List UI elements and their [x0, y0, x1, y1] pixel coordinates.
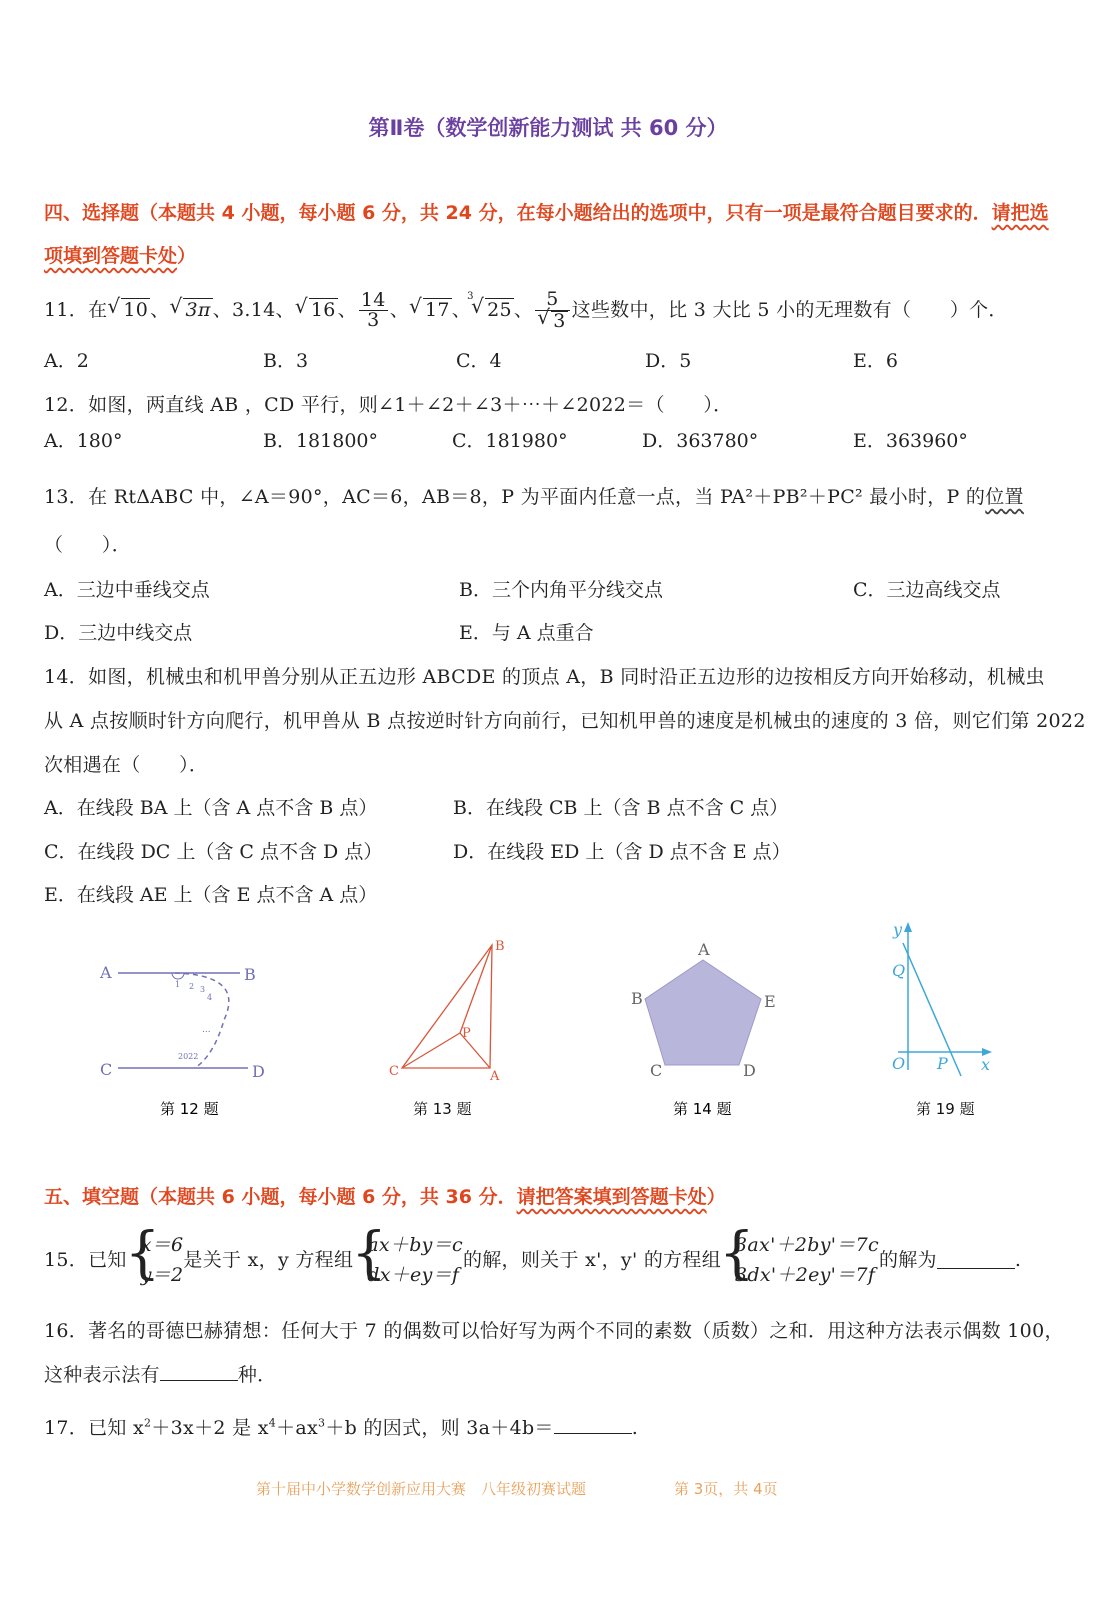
q11-decimal: 3.14 [231, 298, 276, 321]
fig13-triangle [402, 945, 492, 1068]
q11-root-1: √ 10 [121, 298, 150, 321]
fig14-label-d: D [743, 1061, 756, 1080]
q13-option-a[interactable]: A．三边中垂线交点 [44, 579, 210, 601]
section-4-header-underlined-1: 请把选 [991, 202, 1049, 224]
q11-sep: 、 [150, 298, 170, 321]
footer-page-number: 第 3页，共 4页 [674, 1480, 778, 1498]
q11-cuberoot [467, 290, 514, 321]
q11-cuberoot-value: 25 [487, 298, 512, 321]
q11-option-e[interactable]: E．6 [853, 350, 898, 372]
q11-sep: 、 [451, 298, 472, 321]
fig13-label-a: A [490, 1069, 500, 1084]
fig12-angle-2022: 2022 [178, 1052, 199, 1061]
q11-frac2-numerator: 5 [535, 290, 569, 311]
q17-end: . [631, 1417, 639, 1439]
section-5-header-underlined: 请把答案填到答题卡处 [516, 1186, 707, 1208]
section-4-header-text: 四、选择题（本题共 4 小题，每小题 6 分，共 24 分，在每小题给出的选项中，只有一项是最符合题目要求的． [44, 202, 992, 224]
fig19-label-q: Q [892, 961, 906, 980]
question-16-line2 [44, 1360, 276, 1387]
q12-option-c[interactable]: C．181980° [452, 430, 568, 452]
q14-option-a[interactable]: A．在线段 BA 上（含 A 点不含 B 点） [44, 797, 378, 819]
q14-option-d[interactable]: D．在线段 ED 上（含 D 点不含 E 点） [453, 841, 791, 863]
question-17 [44, 1413, 638, 1440]
q11-root-2: √ 3π [183, 298, 212, 321]
question-14-line3: 次相遇在（ ）． [44, 754, 209, 776]
q11-sep: 、 [337, 298, 357, 321]
q15-s3-eq2: 3dx'＋2ey'＝7f [735, 1264, 876, 1287]
fig13-label-p: P [462, 1026, 471, 1041]
fig14-label-b: B [631, 989, 643, 1008]
q16-answer-blank[interactable] [160, 1364, 238, 1381]
q11-option-a[interactable]: A．2 [44, 350, 89, 372]
fig13-pb [460, 945, 492, 1033]
q11-option-b[interactable]: B．3 [263, 350, 309, 372]
fig12-caption: 第 12 题 [160, 1100, 219, 1118]
fig19-label-o: O [892, 1054, 906, 1073]
fig14-label-e: E [764, 992, 776, 1011]
q15-system-1 [127, 1230, 184, 1291]
q15-system-2 [353, 1230, 463, 1291]
fig19-label-p: P [937, 1054, 948, 1073]
q13-option-e[interactable]: E．与 A 点重合 [459, 622, 594, 644]
question-14-line1: 14．如图，机械虫和机甲兽分别从正五边形 ABCDE 的顶点 A，B 同时沿正五边形的边按相反方向开始移动，机械虫 [44, 666, 1045, 688]
fig12-label-d: D [252, 1062, 265, 1081]
fig19-line-pq [903, 943, 961, 1076]
fig12-angle-1: 1 [175, 980, 181, 989]
figure-13 [389, 939, 505, 1118]
q11-number: 11．在 [44, 298, 108, 321]
question-15 [44, 1230, 1021, 1291]
q17-power-1: 2 [144, 1416, 152, 1430]
figure-12 [99, 963, 265, 1118]
q15-end: . [1014, 1248, 1022, 1271]
fig14-label-a: A [698, 940, 710, 959]
q11-sep: 、 [275, 298, 295, 321]
fig19-label-x: x [981, 1055, 991, 1074]
q17-part-c: ＋b 的因式，则 3a＋4b＝ [325, 1417, 554, 1439]
q11-fraction-2 [535, 290, 569, 332]
figure-14 [631, 940, 776, 1118]
q12-option-d[interactable]: D．363780° [642, 430, 759, 452]
q16-pre: 这种表示法有 [44, 1364, 160, 1386]
fig12-angle-mark [172, 973, 184, 979]
q12-option-e[interactable]: E．363960° [853, 430, 968, 452]
fig19-caption: 第 19 题 [916, 1100, 975, 1118]
q11-frac1-numerator: 14 [360, 288, 386, 311]
q11-cuberoot-index: √ 3 [467, 290, 474, 302]
section-5-header-end: ） [706, 1186, 726, 1208]
q17-power-2: 4 [268, 1416, 277, 1430]
fig12-angle-3: 3 [200, 985, 206, 994]
section-4-header-end: ） [177, 245, 197, 267]
question-11 [44, 290, 1008, 332]
fig12-angle-2: 2 [189, 982, 195, 991]
q15-mid1: 是关于 x，y 方程组 [183, 1248, 354, 1271]
q13-underlined-word: 位置 [985, 486, 1024, 508]
q15-s1-eq2: y＝2 [140, 1264, 184, 1287]
q13-option-d[interactable]: D．三边中线交点 [44, 622, 193, 644]
q11-sep: 、 [389, 298, 409, 321]
q13-line2: （ ）． [44, 534, 132, 556]
fig12-label-a: A [100, 963, 112, 982]
fig14-label-c: C [650, 1061, 663, 1080]
fig14-caption: 第 14 题 [673, 1100, 732, 1118]
q13-option-b[interactable]: B．三个内角平分线交点 [459, 579, 663, 601]
fig12-label-b: B [244, 965, 256, 984]
q17-part-a: ＋3x＋2 是 x [151, 1417, 269, 1439]
fig13-caption: 第 13 题 [413, 1100, 472, 1118]
fig12-angle-4: 4 [207, 993, 213, 1002]
q15-prefix: 15．已知 [44, 1248, 127, 1271]
q15-s1-eq1: { x＝6 [140, 1234, 184, 1256]
q13-text: 13．在 RtΔABC 中，∠A＝90°，AC＝6，AB＝8，P 为平面内任意一点，当 PA²＋PB²＋PC² 最小时，P 的 [44, 486, 986, 508]
q11-root-4: √ 17 [423, 298, 452, 321]
section-5-header-text: 五、填空题（本题共 6 小题，每小题 6 分，共 36 分． [44, 1186, 517, 1208]
fig12-label-c: C [100, 1060, 113, 1079]
fig19-y-arrow [904, 922, 912, 932]
fig13-pc [402, 1033, 460, 1068]
q14-option-c[interactable]: C．在线段 DC 上（含 C 点不含 D 点） [44, 841, 383, 863]
section-4-header-line2 [44, 241, 196, 268]
q13-option-c[interactable]: C．三边高线交点 [853, 579, 1001, 601]
figure-19 [892, 920, 992, 1118]
fig14-pentagon [645, 960, 761, 1065]
fig19-label-y: y [893, 920, 903, 939]
q17-answer-blank[interactable] [554, 1417, 632, 1434]
q14-option-e[interactable]: E．在线段 AE 上（含 E 点不含 A 点） [44, 884, 378, 906]
q17-pre: 17．已知 x [44, 1417, 145, 1439]
q15-s2-eq1: { ax＋by＝c [367, 1234, 463, 1256]
q15-mid2: 的解，则关于 x'，y' 的方程组 [462, 1248, 722, 1271]
q11-option-d[interactable]: D．5 [645, 350, 692, 372]
q14-option-b[interactable]: B．在线段 CB 上（含 B 点不含 C 点） [453, 797, 789, 819]
section-4-header [44, 198, 1049, 225]
q11-tail: 这些数中，比 3 大比 5 小的无理数有（ ）个． [571, 298, 1008, 321]
page-title: 第Ⅱ卷（数学创新能力测试 共 60 分） [368, 116, 728, 140]
q11-fraction-1 [359, 288, 388, 332]
q17-power-3: 3 [318, 1416, 326, 1430]
q11-option-c[interactable]: C．4 [456, 350, 502, 372]
q11-root-3: √ 16 [309, 298, 338, 321]
q16-post: 种． [237, 1364, 277, 1386]
q11-sep: 、 [513, 298, 534, 321]
section-4-header-underlined-2: 项填到答题卡处 [44, 245, 178, 267]
q15-s3-eq1: { 3ax'＋2by'＝7c [735, 1234, 879, 1256]
q11-frac2-denominator: √ 3 [551, 311, 567, 332]
footer-exam-name: 第十届中小学数学创新应用大赛 八年级初赛试题 [256, 1480, 587, 1498]
q15-system-3 [721, 1230, 879, 1291]
q15-answer-blank[interactable] [937, 1252, 1015, 1269]
question-12: 12．如图，两直线 AB ，CD 平行，则∠1＋∠2＋∠3＋⋯＋∠2022＝（ ）． [44, 394, 733, 416]
fig13-label-c: C [389, 1064, 399, 1079]
question-16-line1: 16．著名的哥德巴赫猜想：任何大于 7 的偶数可以恰好写为两个不同的素数（质数）之和．用这种方法表示偶数 100， [44, 1320, 1064, 1342]
q11-frac1-denominator: 3 [367, 309, 380, 332]
q17-part-b: ＋ax [276, 1417, 319, 1439]
fig13-label-b: B [495, 939, 505, 954]
q11-sep: 、 [212, 298, 232, 321]
question-14-line2: 从 A 点按顺时针方向爬行，机甲兽从 B 点按逆时针方向前行，已知机甲兽的速度是机械虫的速度的 3 倍，则它们第 2022 [44, 710, 1086, 732]
q15-s2-eq2: dx＋ey＝f [367, 1264, 460, 1287]
figures-row [0, 915, 1096, 1130]
fig12-ellipsis: ... [202, 1025, 211, 1035]
q15-post: 的解为 [878, 1248, 937, 1271]
q12-option-a[interactable]: A．180° [44, 430, 123, 452]
question-13 [44, 482, 1024, 509]
section-5-header [44, 1182, 726, 1209]
q12-option-b[interactable]: B．181800° [263, 430, 378, 452]
